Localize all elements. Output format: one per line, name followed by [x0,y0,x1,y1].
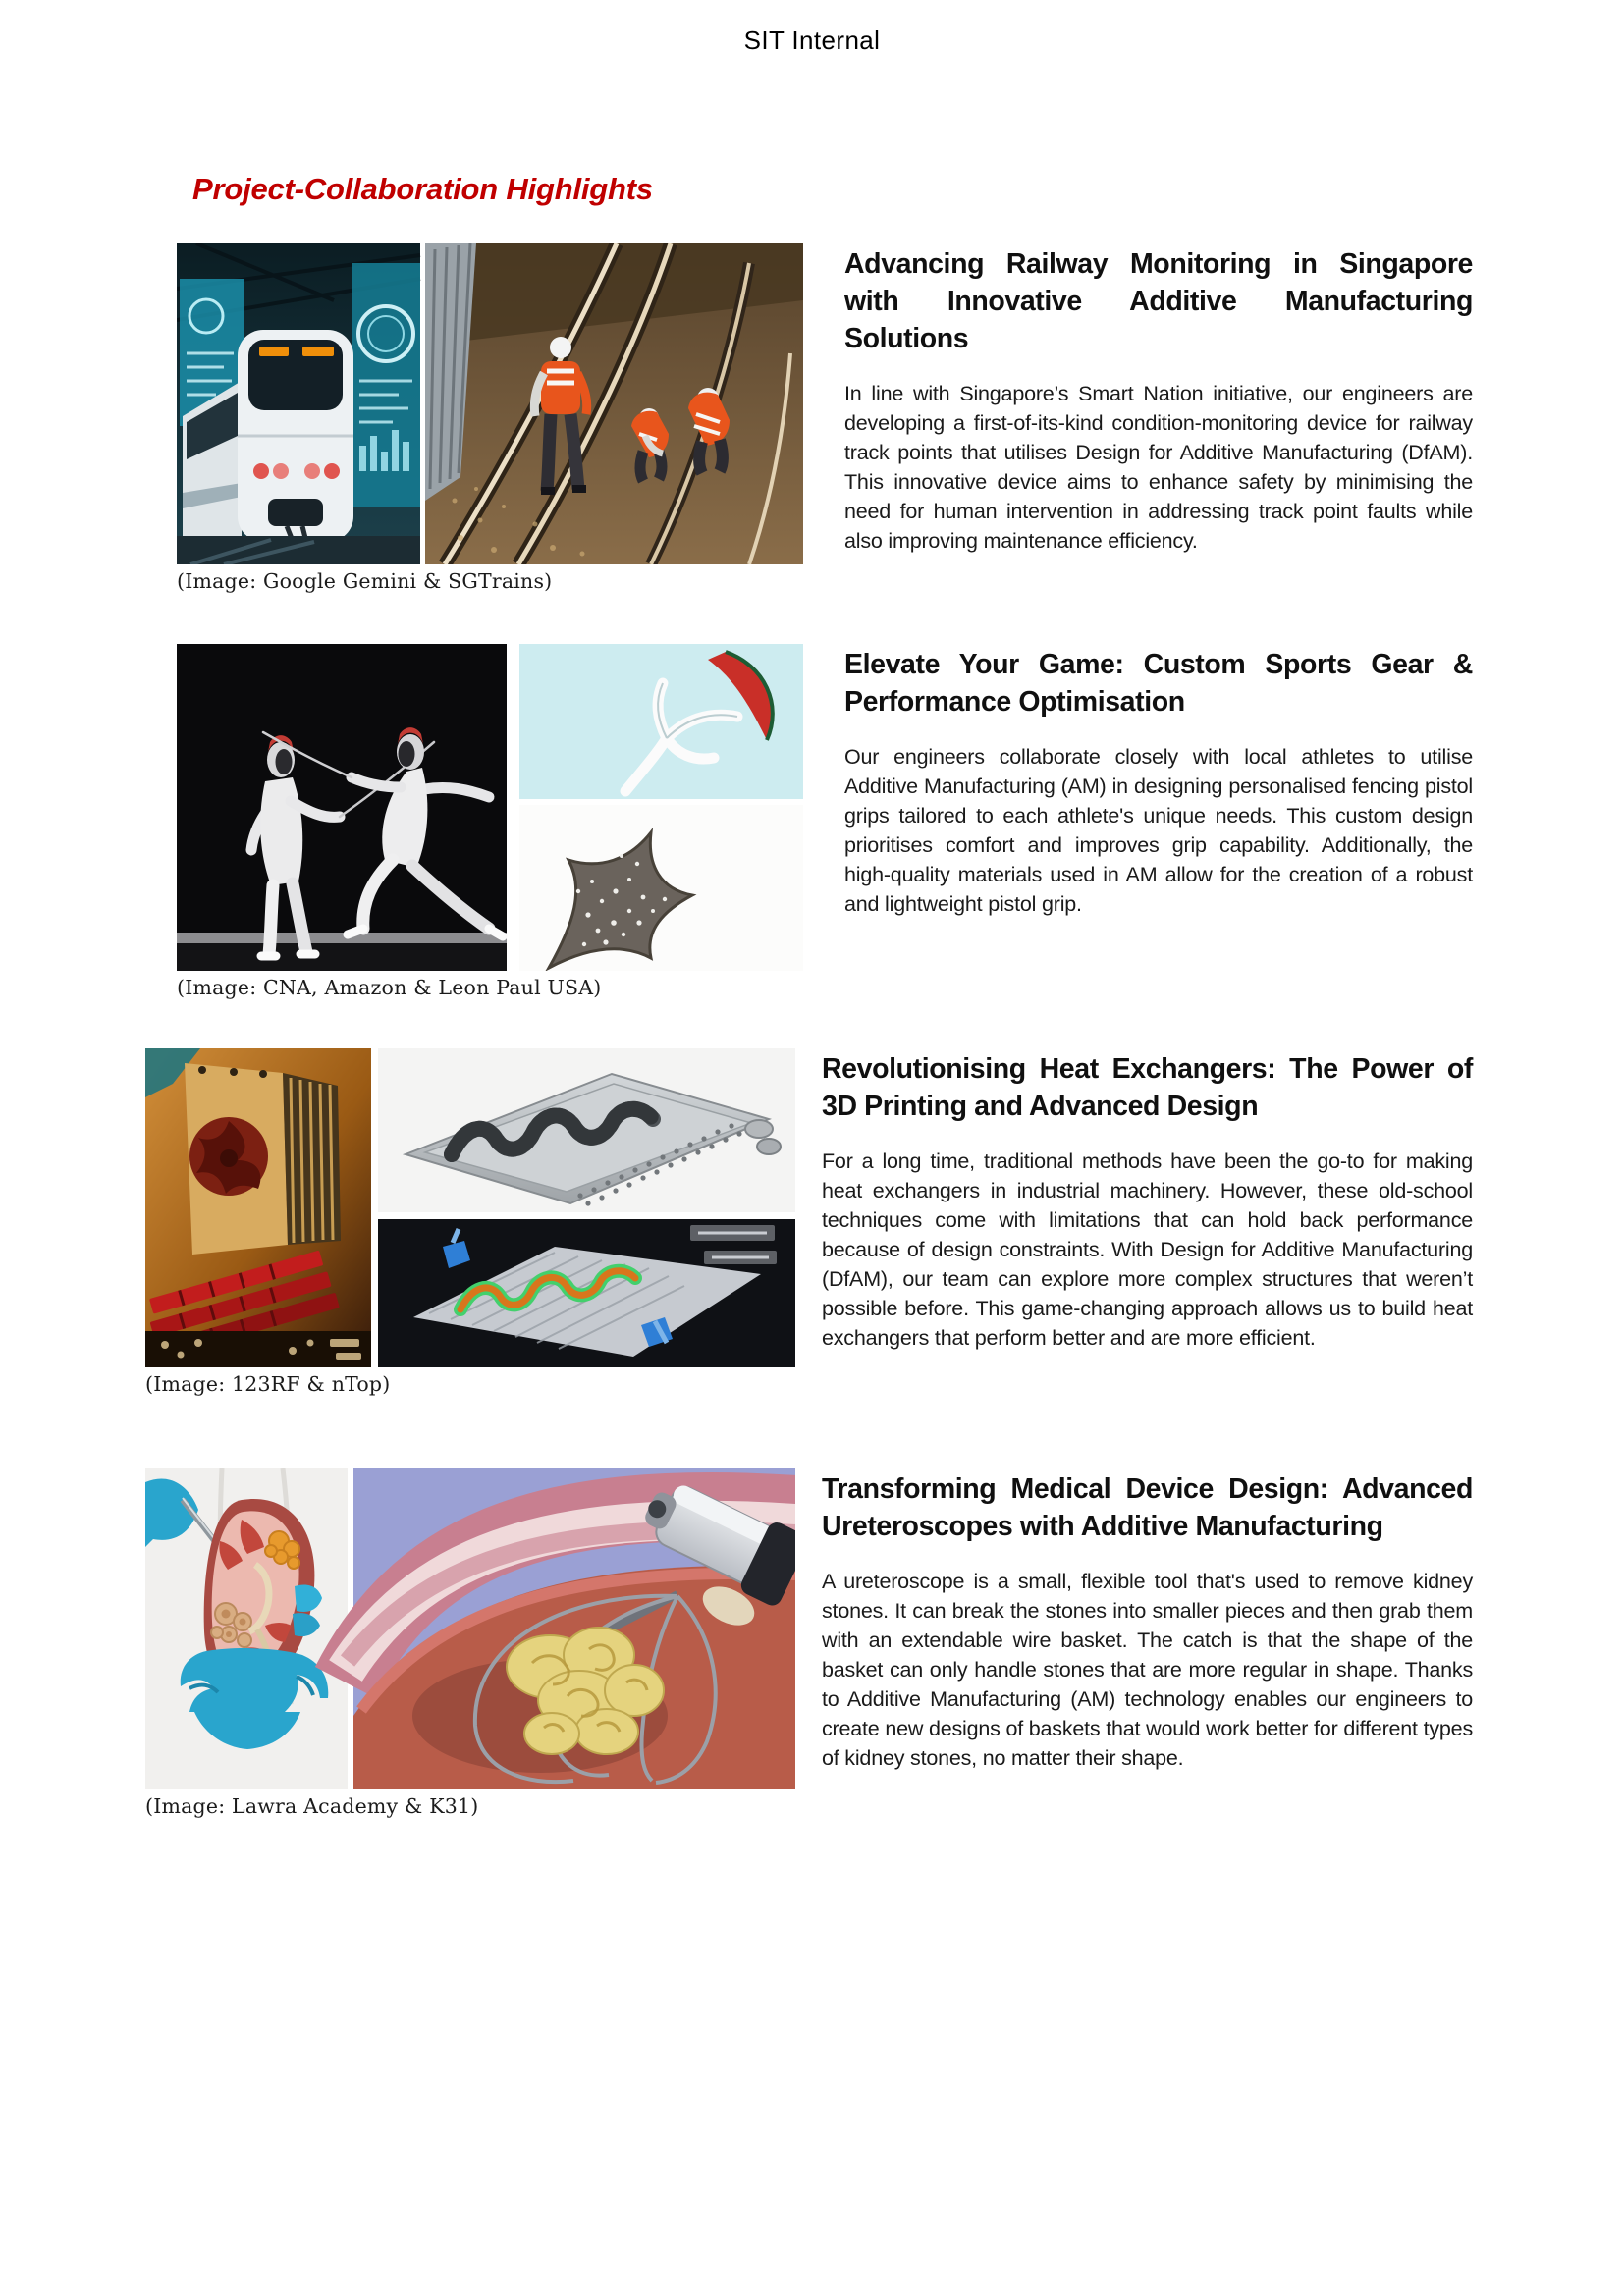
section-heading: Advancing Railway Monitoring in Singapore with Innovative Additive Manufacturing Solutions [844,248,1473,354]
section-railway [177,243,1624,593]
track-workers-photo [425,243,803,564]
page-title: Project-Collaboration Highlights [192,172,653,206]
railway-composite-image [177,243,803,564]
heat-exchanger-composite-image [145,1048,795,1367]
section-heading: Transforming Medical Device Design: Advanced Ureteroscopes with Additive Manufacturing [822,1473,1473,1542]
railway-figure [177,243,803,593]
image-caption: (Image: Google Gemini & SGTrains) [177,569,553,593]
section-body: Our engineers collaborate closely with local athletes to utilise Additive Manufacturing (AM) in designing personalised fencing pistol grips tailored to each athlete's unique needs. This custom design prioritises comfort and improves grip capability. Additionally, the high-quality materials used in AM allow for the creation of a robust and lightweight pistol grip. [844,745,1473,916]
railway-text-column [844,243,1473,556]
heat-exchanger-figure [145,1048,795,1396]
heat-exchanger-text-column [822,1048,1473,1353]
section-heading: Elevate Your Game: Custom Sports Gear & Performance Optimisation [844,649,1473,718]
image-caption: (Image: Lawra Academy & K31) [145,1794,479,1818]
printed-heat-exchanger-photo [378,1048,795,1212]
section-medical [145,1468,1624,1818]
medical-figure [145,1468,795,1818]
medical-text-column [822,1468,1473,1773]
section-body: In line with Singapore’s Smart Nation initiative, our engineers are developing a first-of-its-kind condition-monitoring device for railway track points that utilises Design for Additive Manufacturing (DfAM). This innovative device aims to enhance safety by minimising the need for human intervention in addressing track point faults while also improving maintenance efficiency. [844,382,1473,553]
fencing-text-column [844,644,1473,919]
section-body: For a long time, traditional methods have been the go-to for making heat exchangers in industrial machinery. However, these old-school techniques come with limitations that can hold back performance because of design constraints. With Design for Additive Manufacturing (DfAM), our team can explore more complex structures that weren’t possible before. This game-changing approach allows us to build heat exchangers that perform better and are more efficient. [822,1149,1473,1350]
fencing-figure [177,644,803,999]
kidney-model-photo [145,1468,348,1789]
section-heat-exchangers [145,1048,1624,1396]
lattice-grip-photo [519,805,803,971]
section-body: A ureteroscope is a small, flexible tool that's used to remove kidney stones. It can break the stones into smaller pieces and then grab them with an extendable wire basket. The catch is that the shape of the basket can only handle stones that are more regular in shape. Thanks to Additive Manufacturing (AM) technology enables our engineers to create new designs of baskets that would work better for different types of kidney stones, no matter their shape. [822,1570,1473,1770]
pistol-grip-photo [519,644,803,799]
doc-classification-header: SIT Internal [743,26,881,55]
section-fencing [177,644,1624,999]
section-heading: Revolutionising Heat Exchangers: The Power of 3D Printing and Advanced Design [822,1053,1473,1122]
image-caption: (Image: CNA, Amazon & Leon Paul USA) [177,976,602,999]
train-photo [177,243,420,564]
ureteroscope-illustration [346,1468,795,1789]
fencing-bout-photo [177,644,507,971]
thermal-simulation-photo [378,1219,795,1367]
image-caption: (Image: 123RF & nTop) [145,1372,391,1396]
motherboard-heatsink-photo [145,1048,371,1367]
medical-composite-image [145,1468,795,1789]
fencing-composite-image [177,644,803,971]
